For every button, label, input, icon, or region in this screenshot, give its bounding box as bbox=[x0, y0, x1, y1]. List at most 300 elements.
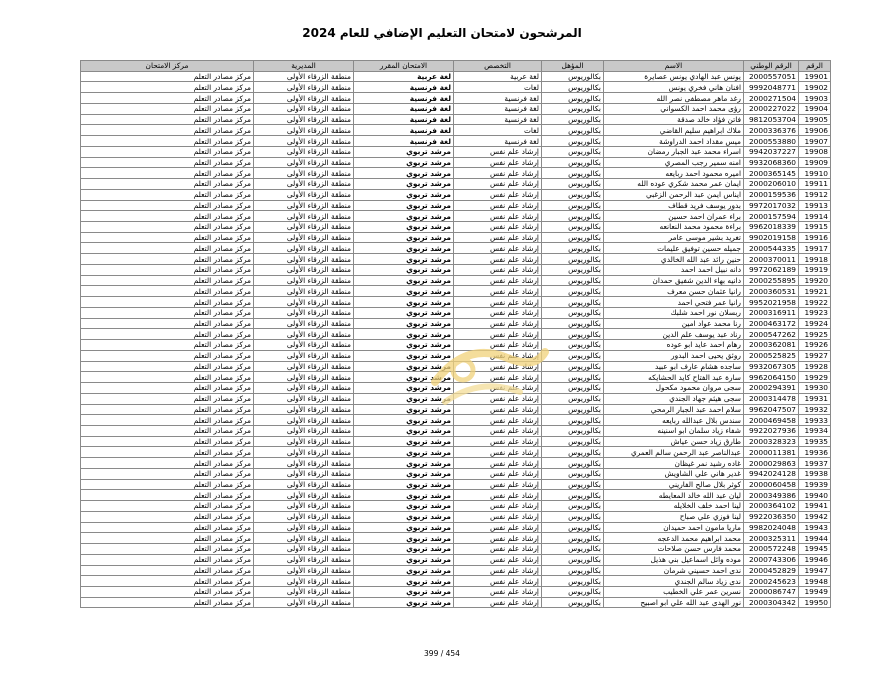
cell-name: نسرين عمر علي الخطيب bbox=[604, 586, 744, 597]
cell-national-id: 2000360531 bbox=[744, 286, 799, 297]
cell-name: ميس مقداد احمد الدراوشة bbox=[604, 136, 744, 147]
cell-seq: 19936 bbox=[799, 447, 831, 458]
cell-specialization: إرشاد علم نفس bbox=[454, 576, 542, 587]
cell-center: مركز مصادر التعلم bbox=[81, 136, 254, 147]
cell-seq: 19940 bbox=[799, 490, 831, 501]
cell-directorate: منطقة الزرقاء الأولى bbox=[254, 82, 354, 93]
cell-directorate: منطقة الزرقاء الأولى bbox=[254, 114, 354, 125]
cell-seq: 19904 bbox=[799, 103, 831, 114]
table-row bbox=[81, 597, 831, 608]
cell-national-id: 2000227022 bbox=[744, 103, 799, 114]
cell-directorate: منطقة الزرقاء الأولى bbox=[254, 286, 354, 297]
cell-specialization: إرشاد علم نفس bbox=[454, 436, 542, 447]
cell-directorate: منطقة الزرقاء الأولى bbox=[254, 329, 354, 340]
cell-name: سجى هيثم جهاد الجندي bbox=[604, 393, 744, 404]
cell-qualification: بكالوريوس bbox=[542, 586, 604, 597]
cell-seq: 19920 bbox=[799, 275, 831, 286]
cell-exam: مرشد تربوي bbox=[354, 286, 454, 297]
cell-seq: 19912 bbox=[799, 189, 831, 200]
cell-specialization: إرشاد علم نفس bbox=[454, 372, 542, 383]
cell-center: مركز مصادر التعلم bbox=[81, 93, 254, 104]
cell-center: مركز مصادر التعلم bbox=[81, 511, 254, 522]
table-row bbox=[81, 436, 831, 447]
cell-exam: مرشد تربوي bbox=[354, 264, 454, 275]
cell-exam: مرشد تربوي bbox=[354, 533, 454, 544]
cell-directorate: منطقة الزرقاء الأولى bbox=[254, 383, 354, 394]
cell-name: اميره محمود احمد ربايعه bbox=[604, 168, 744, 179]
table-row bbox=[81, 71, 831, 82]
table-row bbox=[81, 522, 831, 533]
cell-seq: 19945 bbox=[799, 544, 831, 555]
cell-national-id: 2000245623 bbox=[744, 576, 799, 587]
cell-seq: 19928 bbox=[799, 361, 831, 372]
cell-specialization: إرشاد علم نفس bbox=[454, 350, 542, 361]
cell-specialization: إرشاد علم نفس bbox=[454, 383, 542, 394]
cell-qualification: بكالوريوس bbox=[542, 361, 604, 372]
cell-specialization: إرشاد علم نفس bbox=[454, 565, 542, 576]
table-row bbox=[81, 586, 831, 597]
cell-seq: 19915 bbox=[799, 222, 831, 233]
table-row bbox=[81, 511, 831, 522]
cell-seq: 19943 bbox=[799, 522, 831, 533]
cell-specialization: إرشاد علم نفس bbox=[454, 254, 542, 265]
cell-center: مركز مصادر التعلم bbox=[81, 425, 254, 436]
cell-exam: مرشد تربوي bbox=[354, 307, 454, 318]
cell-qualification: بكالوريوس bbox=[542, 415, 604, 426]
cell-specialization: إرشاد علم نفس bbox=[454, 544, 542, 555]
cell-exam: لغة فرنسية bbox=[354, 103, 454, 114]
cell-directorate: منطقة الزرقاء الأولى bbox=[254, 425, 354, 436]
cell-directorate: منطقة الزرقاء الأولى bbox=[254, 565, 354, 576]
cell-specialization: إرشاد علم نفس bbox=[454, 425, 542, 436]
cell-seq: 19919 bbox=[799, 264, 831, 275]
cell-seq: 19903 bbox=[799, 93, 831, 104]
cell-specialization: إرشاد علم نفس bbox=[454, 329, 542, 340]
cell-specialization: إرشاد علم نفس bbox=[454, 297, 542, 308]
cell-exam: مرشد تربوي bbox=[354, 179, 454, 190]
cell-national-id: 9992048771 bbox=[744, 82, 799, 93]
cell-exam: مرشد تربوي bbox=[354, 350, 454, 361]
cell-directorate: منطقة الزرقاء الأولى bbox=[254, 125, 354, 136]
cell-exam: مرشد تربوي bbox=[354, 254, 454, 265]
cell-qualification: بكالوريوس bbox=[542, 544, 604, 555]
cell-center: مركز مصادر التعلم bbox=[81, 544, 254, 555]
cell-center: مركز مصادر التعلم bbox=[81, 264, 254, 275]
cell-qualification: بكالوريوس bbox=[542, 211, 604, 222]
cell-center: مركز مصادر التعلم bbox=[81, 404, 254, 415]
cell-national-id: 9922027936 bbox=[744, 425, 799, 436]
cell-seq: 19931 bbox=[799, 393, 831, 404]
cell-seq: 19950 bbox=[799, 597, 831, 608]
cell-directorate: منطقة الزرقاء الأولى bbox=[254, 576, 354, 587]
cell-directorate: منطقة الزرقاء الأولى bbox=[254, 103, 354, 114]
cell-qualification: بكالوريوس bbox=[542, 275, 604, 286]
table-row bbox=[81, 458, 831, 469]
cell-seq: 19937 bbox=[799, 458, 831, 469]
cell-specialization: إرشاد علم نفس bbox=[454, 447, 542, 458]
cell-name: دانيه بهاء الدين شفيق حمدان bbox=[604, 275, 744, 286]
cell-qualification: بكالوريوس bbox=[542, 103, 604, 114]
table-row bbox=[81, 447, 831, 458]
cell-name: حنين رائد عبد الله الخالدي bbox=[604, 254, 744, 265]
page-number: 399 / 454 bbox=[424, 649, 460, 658]
cell-seq: 19942 bbox=[799, 511, 831, 522]
cell-specialization: لغة فرنسية bbox=[454, 103, 542, 114]
cell-center: مركز مصادر التعلم bbox=[81, 286, 254, 297]
cell-directorate: منطقة الزرقاء الأولى bbox=[254, 307, 354, 318]
cell-name: لينا احمد خلف الخلايله bbox=[604, 501, 744, 512]
cell-qualification: بكالوريوس bbox=[542, 383, 604, 394]
cell-seq: 19922 bbox=[799, 297, 831, 308]
cell-directorate: منطقة الزرقاء الأولى bbox=[254, 479, 354, 490]
cell-name: عبدالناصر عبد الرحمن سالم العمري bbox=[604, 447, 744, 458]
cell-national-id: 2000316911 bbox=[744, 307, 799, 318]
cell-seq: 19911 bbox=[799, 179, 831, 190]
cell-directorate: منطقة الزرقاء الأولى bbox=[254, 168, 354, 179]
cell-exam: مرشد تربوي bbox=[354, 576, 454, 587]
cell-exam: مرشد تربوي bbox=[354, 436, 454, 447]
cell-specialization: إرشاد علم نفس bbox=[454, 168, 542, 179]
cell-national-id: 2000029863 bbox=[744, 458, 799, 469]
cell-exam: مرشد تربوي bbox=[354, 554, 454, 565]
table-row bbox=[81, 200, 831, 211]
cell-exam: مرشد تربوي bbox=[354, 586, 454, 597]
table-row bbox=[81, 222, 831, 233]
cell-specialization: إرشاد علم نفس bbox=[454, 222, 542, 233]
cell-exam: مرشد تربوي bbox=[354, 597, 454, 608]
cell-qualification: بكالوريوس bbox=[542, 393, 604, 404]
cell-exam: مرشد تربوي bbox=[354, 501, 454, 512]
cell-directorate: منطقة الزرقاء الأولى bbox=[254, 211, 354, 222]
cell-qualification: بكالوريوس bbox=[542, 329, 604, 340]
table-header-row bbox=[81, 61, 831, 72]
header-national-id: الرقم الوطني bbox=[744, 61, 799, 72]
cell-qualification: بكالوريوس bbox=[542, 136, 604, 147]
cell-national-id: 9932068360 bbox=[744, 157, 799, 168]
cell-seq: 19935 bbox=[799, 436, 831, 447]
cell-exam: مرشد تربوي bbox=[354, 329, 454, 340]
cell-national-id: 2000525825 bbox=[744, 350, 799, 361]
cell-national-id: 9972062189 bbox=[744, 264, 799, 275]
cell-national-id: 2000206010 bbox=[744, 179, 799, 190]
cell-center: مركز مصادر التعلم bbox=[81, 222, 254, 233]
cell-exam: مرشد تربوي bbox=[354, 157, 454, 168]
cell-directorate: منطقة الزرقاء الأولى bbox=[254, 468, 354, 479]
table-row bbox=[81, 501, 831, 512]
cell-exam: لغة فرنسية bbox=[354, 82, 454, 93]
table-row bbox=[81, 254, 831, 265]
cell-seq: 19907 bbox=[799, 136, 831, 147]
cell-qualification: بكالوريوس bbox=[542, 501, 604, 512]
cell-directorate: منطقة الزرقاء الأولى bbox=[254, 179, 354, 190]
table-row bbox=[81, 189, 831, 200]
cell-specialization: إرشاد علم نفس bbox=[454, 490, 542, 501]
cell-specialization: إرشاد علم نفس bbox=[454, 458, 542, 469]
cell-name: ربسلان نور احمد شلبك bbox=[604, 307, 744, 318]
table-row bbox=[81, 136, 831, 147]
cell-directorate: منطقة الزرقاء الأولى bbox=[254, 297, 354, 308]
cell-seq: 19944 bbox=[799, 533, 831, 544]
cell-seq: 19906 bbox=[799, 125, 831, 136]
cell-seq: 19902 bbox=[799, 82, 831, 93]
cell-exam: مرشد تربوي bbox=[354, 200, 454, 211]
cell-name: ساجده هشام عارف ابو عبيد bbox=[604, 361, 744, 372]
table-row bbox=[81, 157, 831, 168]
cell-national-id: 9942037227 bbox=[744, 146, 799, 157]
cell-qualification: بكالوريوس bbox=[542, 264, 604, 275]
cell-specialization: إرشاد علم نفس bbox=[454, 479, 542, 490]
cell-center: مركز مصادر التعلم bbox=[81, 71, 254, 82]
cell-name: ندى زياد سالم الجندي bbox=[604, 576, 744, 587]
cell-qualification: بكالوريوس bbox=[542, 554, 604, 565]
cell-qualification: بكالوريوس bbox=[542, 297, 604, 308]
watermark-logo bbox=[425, 322, 555, 432]
header-exam: الامتحان المقرر bbox=[354, 61, 454, 72]
cell-seq: 19908 bbox=[799, 146, 831, 157]
cell-name: سندس بلال عبدالله ربايعه bbox=[604, 415, 744, 426]
cell-exam: مرشد تربوي bbox=[354, 468, 454, 479]
cell-directorate: منطقة الزرقاء الأولى bbox=[254, 522, 354, 533]
cell-qualification: بكالوريوس bbox=[542, 114, 604, 125]
cell-exam: مرشد تربوي bbox=[354, 544, 454, 555]
table-row bbox=[81, 468, 831, 479]
cell-exam: مرشد تربوي bbox=[354, 490, 454, 501]
cell-name: ايناس ايمن عبد الرحمن الزغبي bbox=[604, 189, 744, 200]
header-directorate: المديرية bbox=[254, 61, 354, 72]
cell-directorate: منطقة الزرقاء الأولى bbox=[254, 415, 354, 426]
cell-national-id: 9952021958 bbox=[744, 297, 799, 308]
cell-exam: مرشد تربوي bbox=[354, 275, 454, 286]
cell-qualification: بكالوريوس bbox=[542, 318, 604, 329]
cell-national-id: 2000271504 bbox=[744, 93, 799, 104]
cell-exam: مرشد تربوي bbox=[354, 146, 454, 157]
cell-directorate: منطقة الزرقاء الأولى bbox=[254, 254, 354, 265]
cell-specialization: إرشاد علم نفس bbox=[454, 533, 542, 544]
cell-name: رانيا عثمان حسن معرف bbox=[604, 286, 744, 297]
cell-name: موده وائل اسماعيل بني هذيل bbox=[604, 554, 744, 565]
cell-specialization: لغة فرنسية bbox=[454, 114, 542, 125]
cell-center: مركز مصادر التعلم bbox=[81, 211, 254, 222]
cell-specialization: إرشاد علم نفس bbox=[454, 393, 542, 404]
cell-center: مركز مصادر التعلم bbox=[81, 533, 254, 544]
cell-national-id: 9942024128 bbox=[744, 468, 799, 479]
cell-center: مركز مصادر التعلم bbox=[81, 522, 254, 533]
cell-name: غاده رشيد نمر غيظان bbox=[604, 458, 744, 469]
cell-national-id: 2000086747 bbox=[744, 586, 799, 597]
header-qualification: المؤهل bbox=[542, 61, 604, 72]
cell-directorate: منطقة الزرقاء الأولى bbox=[254, 136, 354, 147]
cell-center: مركز مصادر التعلم bbox=[81, 82, 254, 93]
cell-directorate: منطقة الزرقاء الأولى bbox=[254, 200, 354, 211]
cell-seq: 19909 bbox=[799, 157, 831, 168]
cell-directorate: منطقة الزرقاء الأولى bbox=[254, 490, 354, 501]
cell-directorate: منطقة الزرقاء الأولى bbox=[254, 458, 354, 469]
cell-name: كوثر بلال صالح الفاريني bbox=[604, 479, 744, 490]
cell-name: غدير هاني علي الشاويش bbox=[604, 468, 744, 479]
cell-center: مركز مصادر التعلم bbox=[81, 383, 254, 394]
cell-center: مركز مصادر التعلم bbox=[81, 189, 254, 200]
cell-seq: 19917 bbox=[799, 243, 831, 254]
cell-name: لينا فوزي علي صباح bbox=[604, 511, 744, 522]
cell-directorate: منطقة الزرقاء الأولى bbox=[254, 597, 354, 608]
cell-specialization: إرشاد علم نفس bbox=[454, 318, 542, 329]
cell-center: مركز مصادر التعلم bbox=[81, 157, 254, 168]
cell-exam: مرشد تربوي bbox=[354, 383, 454, 394]
cell-center: مركز مصادر التعلم bbox=[81, 372, 254, 383]
cell-seq: 19925 bbox=[799, 329, 831, 340]
cell-specialization: إرشاد علم نفس bbox=[454, 157, 542, 168]
cell-qualification: بكالوريوس bbox=[542, 189, 604, 200]
cell-seq: 19934 bbox=[799, 425, 831, 436]
table-row bbox=[81, 565, 831, 576]
cell-exam: مرشد تربوي bbox=[354, 425, 454, 436]
cell-specialization: إرشاد علم نفس bbox=[454, 554, 542, 565]
table-row bbox=[81, 243, 831, 254]
cell-seq: 19938 bbox=[799, 468, 831, 479]
cell-seq: 19948 bbox=[799, 576, 831, 587]
cell-seq: 19941 bbox=[799, 501, 831, 512]
cell-national-id: 9932067305 bbox=[744, 361, 799, 372]
cell-seq: 19930 bbox=[799, 383, 831, 394]
cell-qualification: بكالوريوس bbox=[542, 372, 604, 383]
cell-exam: مرشد تربوي bbox=[354, 511, 454, 522]
cell-specialization: إرشاد علم نفس bbox=[454, 415, 542, 426]
cell-qualification: بكالوريوس bbox=[542, 254, 604, 265]
cell-center: مركز مصادر التعلم bbox=[81, 232, 254, 243]
cell-directorate: منطقة الزرقاء الأولى bbox=[254, 189, 354, 200]
cell-name: سجى مروان محمود مكحول bbox=[604, 383, 744, 394]
table-row bbox=[81, 479, 831, 490]
cell-seq: 19901 bbox=[799, 71, 831, 82]
cell-national-id: 2000469458 bbox=[744, 415, 799, 426]
table-row bbox=[81, 544, 831, 555]
cell-seq: 19949 bbox=[799, 586, 831, 597]
cell-seq: 19926 bbox=[799, 340, 831, 351]
cell-national-id: 9962064150 bbox=[744, 372, 799, 383]
cell-national-id: 2000364102 bbox=[744, 501, 799, 512]
cell-qualification: بكالوريوس bbox=[542, 71, 604, 82]
cell-exam: مرشد تربوي bbox=[354, 372, 454, 383]
cell-directorate: منطقة الزرقاء الأولى bbox=[254, 264, 354, 275]
cell-national-id: 9922036350 bbox=[744, 511, 799, 522]
cell-directorate: منطقة الزرقاء الأولى bbox=[254, 350, 354, 361]
cell-national-id: 2000255895 bbox=[744, 275, 799, 286]
cell-national-id: 2000349386 bbox=[744, 490, 799, 501]
cell-specialization: إرشاد علم نفس bbox=[454, 286, 542, 297]
cell-center: مركز مصادر التعلم bbox=[81, 329, 254, 340]
cell-seq: 19923 bbox=[799, 307, 831, 318]
cell-name: براءة محمود محمد النعانعه bbox=[604, 222, 744, 233]
cell-exam: مرشد تربوي bbox=[354, 340, 454, 351]
cell-qualification: بكالوريوس bbox=[542, 511, 604, 522]
table-row bbox=[81, 82, 831, 93]
cell-specialization: لغة فرنسية bbox=[454, 93, 542, 104]
cell-center: مركز مصادر التعلم bbox=[81, 254, 254, 265]
cell-specialization: لغة فرنسية bbox=[454, 136, 542, 147]
cell-name: روئق يحيى احمد البدور bbox=[604, 350, 744, 361]
cell-qualification: بكالوريوس bbox=[542, 597, 604, 608]
cell-exam: لغة فرنسية bbox=[354, 125, 454, 136]
table-row bbox=[81, 264, 831, 275]
cell-seq: 19924 bbox=[799, 318, 831, 329]
cell-specialization: إرشاد علم نفس bbox=[454, 597, 542, 608]
cell-center: مركز مصادر التعلم bbox=[81, 393, 254, 404]
cell-directorate: منطقة الزرقاء الأولى bbox=[254, 447, 354, 458]
cell-center: مركز مصادر التعلم bbox=[81, 479, 254, 490]
cell-directorate: منطقة الزرقاء الأولى bbox=[254, 361, 354, 372]
cell-specialization: إرشاد علم نفس bbox=[454, 586, 542, 597]
table-row bbox=[81, 179, 831, 190]
cell-national-id: 2000547262 bbox=[744, 329, 799, 340]
cell-directorate: منطقة الزرقاء الأولى bbox=[254, 71, 354, 82]
cell-name: فاتن فؤاد خالد صدقة bbox=[604, 114, 744, 125]
cell-name: يونس عبد الهادي يونس عصايرة bbox=[604, 71, 744, 82]
cell-national-id: 9902019158 bbox=[744, 232, 799, 243]
cell-directorate: منطقة الزرقاء الأولى bbox=[254, 340, 354, 351]
cell-specialization: إرشاد علم نفس bbox=[454, 340, 542, 351]
cell-center: مركز مصادر التعلم bbox=[81, 350, 254, 361]
cell-seq: 19939 bbox=[799, 479, 831, 490]
cell-seq: 19910 bbox=[799, 168, 831, 179]
cell-qualification: بكالوريوس bbox=[542, 522, 604, 533]
table-row bbox=[81, 275, 831, 286]
cell-name: دانه نبيل احمد احمد bbox=[604, 264, 744, 275]
cell-qualification: بكالوريوس bbox=[542, 447, 604, 458]
header-center: مركز الامتحان bbox=[81, 61, 254, 72]
cell-national-id: 2000463172 bbox=[744, 318, 799, 329]
cell-qualification: بكالوريوس bbox=[542, 468, 604, 479]
cell-name: رناد عبد يوسف علم الدين bbox=[604, 329, 744, 340]
table-row bbox=[81, 211, 831, 222]
cell-qualification: بكالوريوس bbox=[542, 565, 604, 576]
cell-qualification: بكالوريوس bbox=[542, 576, 604, 587]
cell-name: سلام احمد عبد الجبار الرمحي bbox=[604, 404, 744, 415]
cell-seq: 19927 bbox=[799, 350, 831, 361]
cell-national-id: 2000572248 bbox=[744, 544, 799, 555]
cell-specialization: لغات bbox=[454, 125, 542, 136]
table-row bbox=[81, 307, 831, 318]
cell-specialization: إرشاد علم نفس bbox=[454, 243, 542, 254]
cell-exam: مرشد تربوي bbox=[354, 565, 454, 576]
cell-exam: مرشد تربوي bbox=[354, 211, 454, 222]
cell-exam: مرشد تربوي bbox=[354, 393, 454, 404]
cell-center: مركز مصادر التعلم bbox=[81, 361, 254, 372]
cell-name: براء عمران احمد حسين bbox=[604, 211, 744, 222]
header-seq: الرقم bbox=[799, 61, 831, 72]
cell-directorate: منطقة الزرقاء الأولى bbox=[254, 404, 354, 415]
cell-center: مركز مصادر التعلم bbox=[81, 490, 254, 501]
cell-national-id: 9962047507 bbox=[744, 404, 799, 415]
cell-specialization: لغة عربية bbox=[454, 71, 542, 82]
cell-center: مركز مصادر التعلم bbox=[81, 103, 254, 114]
cell-exam: مرشد تربوي bbox=[354, 415, 454, 426]
cell-exam: مرشد تربوي bbox=[354, 479, 454, 490]
cell-qualification: بكالوريوس bbox=[542, 168, 604, 179]
cell-national-id: 2000553880 bbox=[744, 136, 799, 147]
cell-exam: مرشد تربوي bbox=[354, 318, 454, 329]
cell-directorate: منطقة الزرقاء الأولى bbox=[254, 243, 354, 254]
cell-name: محمد ابراهيم محمد الدعجه bbox=[604, 533, 744, 544]
cell-national-id: 9972017032 bbox=[744, 200, 799, 211]
cell-name: رغد ماهر مصطفى نصر الله bbox=[604, 93, 744, 104]
cell-qualification: بكالوريوس bbox=[542, 490, 604, 501]
cell-center: مركز مصادر التعلم bbox=[81, 447, 254, 458]
cell-directorate: منطقة الزرقاء الأولى bbox=[254, 146, 354, 157]
cell-qualification: بكالوريوس bbox=[542, 425, 604, 436]
cell-national-id: 2000060458 bbox=[744, 479, 799, 490]
cell-qualification: بكالوريوس bbox=[542, 350, 604, 361]
cell-qualification: بكالوريوس bbox=[542, 243, 604, 254]
